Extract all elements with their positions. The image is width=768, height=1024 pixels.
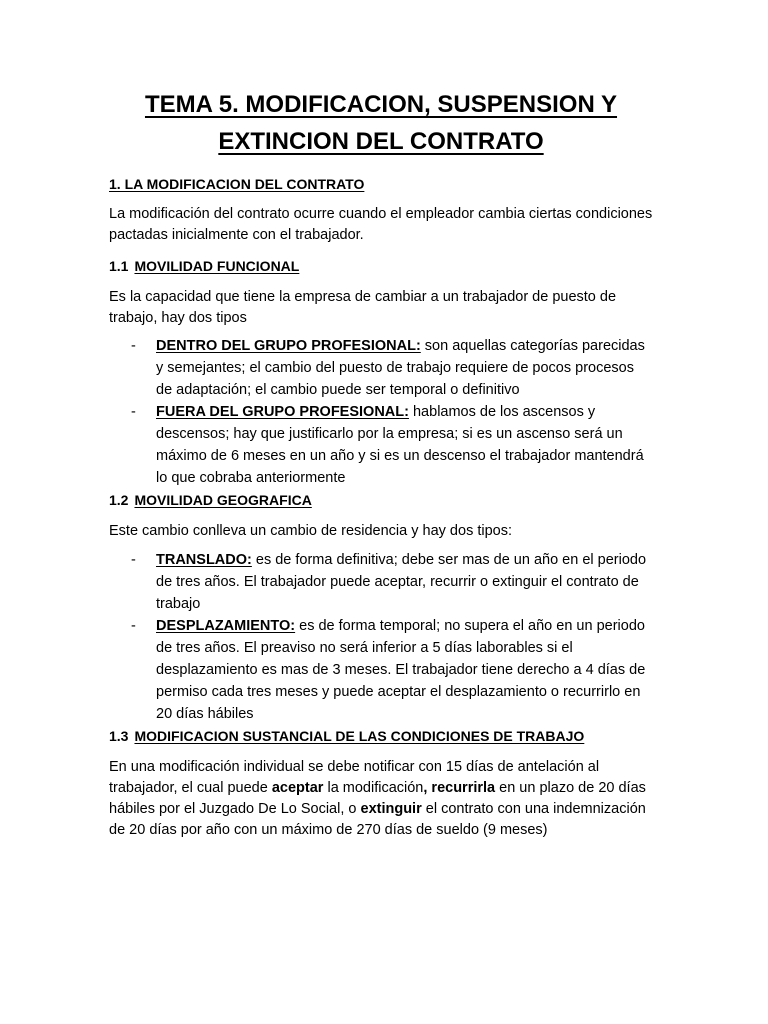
section-1-2-heading-text: MOVILIDAD GEOGRAFICA	[134, 492, 312, 508]
list-item-text: es de forma temporal; no supera el año en un periodo de tres años. El preaviso no será inferior a 5 días laborables si el desplazamiento es mas de 3 meses. El trabajador tiene derecho a 4 días de permiso cada tres meses y puede aceptar el desplazamiento o recurrirlo en 20 días hábiles	[156, 618, 646, 722]
text-run: En una modificación individual se debe notificar con 15 días de antelación al trabajador, el cual puede	[109, 759, 600, 796]
section-1-3-number: 1.3	[109, 728, 129, 744]
list-bullet: -	[131, 404, 136, 420]
list-item-term: FUERA DEL GRUPO PROFESIONAL:	[156, 404, 409, 420]
list-bullet: -	[131, 618, 136, 634]
section-1-1-text: Es la capacidad que tiene la empresa de cambiar a un trabajador de puesto de trabajo, hay dos tipos	[109, 289, 617, 326]
section-1-3-heading	[109, 726, 653, 746]
list-bullet: -	[131, 338, 136, 354]
text-run: el contrato con una indemnización de 20 días por año con un máximo de 270 días de sueldo (9 meses)	[109, 801, 646, 838]
section-1-heading-text: 1. LA MODIFICACION DEL CONTRATO	[109, 176, 365, 192]
section-1-2-number: 1.2	[109, 492, 129, 508]
list-item-term: DESPLAZAMIENTO:	[156, 618, 296, 634]
list-item-term: TRANSLADO:	[156, 552, 252, 568]
section-1-2-list	[109, 549, 653, 725]
section-1-1-heading	[109, 256, 653, 276]
list-bullet: -	[131, 552, 136, 568]
list-item	[109, 401, 653, 489]
section-1-1-heading-text: MOVILIDAD FUNCIONAL	[134, 258, 300, 274]
bold-run-extinguir: extinguir	[360, 801, 422, 817]
document-title	[109, 86, 653, 160]
section-1-1-list	[109, 335, 653, 489]
section-1-text: La modificación del contrato ocurre cuando el empleador cambia ciertas condiciones pactadas inicialmente con el trabajador.	[109, 206, 653, 243]
title-line-1: TEMA 5. MODIFICACION, SUSPENSION Y	[144, 91, 618, 118]
section-1-3-text	[109, 757, 653, 841]
list-item-text: hablamos de los ascensos y descensos; hay que justificarlo por la empresa; si es un ascenso será un máximo de 6 meses en un año y si es un descenso el trabajador mantendrá lo que cobraba anteriormente	[156, 404, 644, 486]
section-1-3-heading-text: MODIFICACION SUSTANCIAL DE LAS CONDICIONES DE TRABAJO	[134, 728, 585, 744]
section-1-heading	[109, 174, 653, 194]
bold-run-aceptar: aceptar	[271, 780, 324, 796]
list-item-text: es de forma definitiva; debe ser mas de un año en el periodo de tres años. El trabajador puede aceptar, recurrir o extinguir el contrato de trabajo	[156, 552, 647, 612]
list-item	[109, 615, 653, 725]
list-item	[109, 335, 653, 401]
section-1-2-heading	[109, 490, 653, 510]
title-line-2: EXTINCION DEL CONTRATO	[218, 128, 544, 155]
section-1-1-number: 1.1	[109, 258, 129, 274]
list-item-text: son aquellas categorías parecidas y semejantes; el cambio del puesto de trabajo requiere de pocos procesos de adaptación; el cambio puede ser temporal o definitivo	[156, 338, 645, 398]
document-page	[109, 86, 653, 841]
text-run: la modificación	[323, 780, 424, 796]
section-1-2-text: Este cambio conlleva un cambio de residencia y hay dos tipos:	[109, 523, 512, 539]
list-item-term: DENTRO DEL GRUPO PROFESIONAL:	[156, 338, 421, 354]
bold-run-recurrirla: , recurrirla	[423, 780, 496, 796]
list-item	[109, 549, 653, 615]
text-run: en un plazo de 20 días hábiles por el Juzgado De Lo Social, o	[109, 780, 646, 817]
